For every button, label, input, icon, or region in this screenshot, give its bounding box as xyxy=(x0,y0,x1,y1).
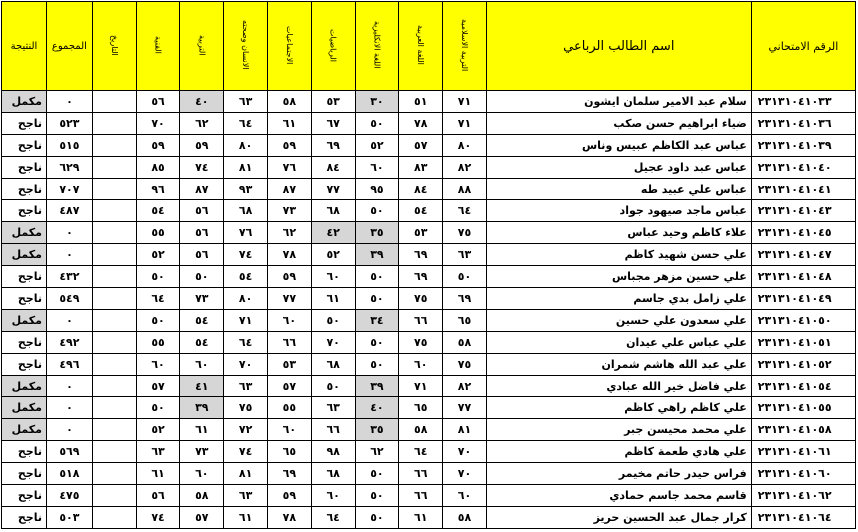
student-name-cell: عباس علي عبيد طه xyxy=(486,178,751,200)
mark-cell xyxy=(92,112,136,134)
total-cell: ٧٠٧ xyxy=(46,178,92,200)
header-subject-health: الانسان وصحته xyxy=(224,2,268,91)
student-name-cell: سلام عبد الامير سلمان ايشون xyxy=(486,91,751,113)
header-subject-islamic: التربية الاسلامية xyxy=(443,2,487,91)
mark-cell: ٧٣ xyxy=(180,288,224,310)
mark-cell: ٧٥ xyxy=(399,331,443,353)
mark-cell: ٣٠ xyxy=(355,91,399,113)
mark-cell: ٨٨ xyxy=(443,178,487,200)
mark-cell xyxy=(92,485,136,507)
mark-cell: ٦٤ xyxy=(399,441,443,463)
header-student-name: اسم الطالب الرباعي xyxy=(486,2,751,91)
mark-cell: ٥٠ xyxy=(355,331,399,353)
mark-cell: ٨١ xyxy=(224,156,268,178)
mark-cell: ٦١ xyxy=(399,506,443,528)
total-cell: ٠ xyxy=(46,397,92,419)
mark-cell: ٦٠ xyxy=(443,485,487,507)
table-row xyxy=(2,463,856,485)
mark-cell: ٦٢ xyxy=(355,441,399,463)
result-cell: ناجح xyxy=(2,134,47,156)
mark-cell: ٥٠ xyxy=(136,309,180,331)
mark-cell: ٦٨ xyxy=(224,200,268,222)
mark-cell: ٧٥ xyxy=(443,222,487,244)
mark-cell: ٨٠ xyxy=(224,134,268,156)
mark-cell xyxy=(92,463,136,485)
mark-cell: ٦٠ xyxy=(311,485,355,507)
result-cell: ناجح xyxy=(2,178,47,200)
mark-cell: ٥٠ xyxy=(355,288,399,310)
student-name-cell: علي هادي طعمة كاظم xyxy=(486,441,751,463)
total-cell: ٥١٥ xyxy=(46,134,92,156)
total-cell: ٤٣٢ xyxy=(46,266,92,288)
mark-cell: ٦١ xyxy=(311,288,355,310)
mark-cell: ٥٤ xyxy=(399,200,443,222)
mark-cell: ٥٨ xyxy=(399,419,443,441)
mark-cell: ٥٩ xyxy=(267,485,311,507)
mark-cell: ٧٦ xyxy=(267,156,311,178)
mark-cell: ٦٨ xyxy=(311,353,355,375)
table-row xyxy=(2,331,856,353)
mark-cell: ٧٠ xyxy=(443,441,487,463)
mark-cell: ٨٥ xyxy=(136,156,180,178)
exam-number-cell: ٢٣١٣١٠٤١٠٥٤ xyxy=(751,375,855,397)
mark-cell xyxy=(92,134,136,156)
mark-cell: ٦٩ xyxy=(399,244,443,266)
exam-number-cell: ٢٣١٣١٠٤١٠٤١ xyxy=(751,178,855,200)
mark-cell: ٥٤ xyxy=(224,266,268,288)
mark-cell: ٧٨ xyxy=(399,112,443,134)
exam-number-cell: ٢٣١٣١٠٤١٠٣٦ xyxy=(751,112,855,134)
student-name-cell: ضياء ابراهيم حسن صكب xyxy=(486,112,751,134)
mark-cell: ٥٠ xyxy=(355,485,399,507)
mark-cell: ٦١ xyxy=(180,419,224,441)
exam-number-cell: ٢٣١٣١٠٤١٠٥٨ xyxy=(751,419,855,441)
table-row xyxy=(2,375,856,397)
mark-cell xyxy=(92,309,136,331)
mark-cell xyxy=(92,178,136,200)
mark-cell: ٥٨ xyxy=(443,331,487,353)
mark-cell: ٨٤ xyxy=(311,156,355,178)
table-row xyxy=(2,309,856,331)
student-name-cell: كرار جمال عبد الحسين حريز xyxy=(486,506,751,528)
mark-cell: ٧٤ xyxy=(224,244,268,266)
mark-cell: ٦٥ xyxy=(443,309,487,331)
mark-cell: ٦٤ xyxy=(311,506,355,528)
mark-cell: ٦١ xyxy=(136,463,180,485)
mark-cell: ٥٦ xyxy=(180,200,224,222)
result-cell: ناجح xyxy=(2,441,47,463)
result-cell: مكمل xyxy=(2,397,47,419)
total-cell: ٥٠٣ xyxy=(46,506,92,528)
mark-cell: ٨١ xyxy=(443,419,487,441)
mark-cell: ٥٤ xyxy=(180,309,224,331)
mark-cell: ٧٠ xyxy=(311,331,355,353)
header-result: النتيجة xyxy=(2,2,47,91)
exam-number-cell: ٢٣١٣١٠٤١٠٦٤ xyxy=(751,506,855,528)
mark-cell: ٥٩ xyxy=(136,134,180,156)
mark-cell: ٦٤ xyxy=(224,112,268,134)
total-cell: ٠ xyxy=(46,309,92,331)
mark-cell: ٦٤ xyxy=(443,200,487,222)
header-exam-number: الرقم الامتحاني xyxy=(751,2,855,91)
student-name-cell: علي محمد محيسن جبر xyxy=(486,419,751,441)
table-row xyxy=(2,397,856,419)
table-row xyxy=(2,91,856,113)
mark-cell: ٦٠ xyxy=(180,463,224,485)
mark-cell: ٦٣ xyxy=(443,244,487,266)
mark-cell: ٥٠ xyxy=(355,506,399,528)
header-subject-english: اللغة الانكليزية xyxy=(355,2,399,91)
mark-cell: ٦٦ xyxy=(399,485,443,507)
mark-cell: ٥٥ xyxy=(267,397,311,419)
total-cell: ٥٢٣ xyxy=(46,112,92,134)
mark-cell: ٩٣ xyxy=(224,178,268,200)
mark-cell: ٣٥ xyxy=(355,419,399,441)
results-body xyxy=(2,91,856,529)
results-sheet xyxy=(1,1,856,529)
mark-cell: ٥٠ xyxy=(443,266,487,288)
mark-cell: ٥٢ xyxy=(136,419,180,441)
student-name-cell: علي عباس علي عيدان xyxy=(486,331,751,353)
mark-cell: ٦٠ xyxy=(311,266,355,288)
mark-cell: ٧١ xyxy=(443,91,487,113)
exam-number-cell: ٢٣١٣١٠٤١٠٤٠ xyxy=(751,156,855,178)
mark-cell: ٦٨ xyxy=(311,463,355,485)
result-cell: ناجح xyxy=(2,463,47,485)
mark-cell: ٦٧ xyxy=(311,112,355,134)
student-name-cell: فراس حيدر حاتم مخيمر xyxy=(486,463,751,485)
total-cell: ٠ xyxy=(46,91,92,113)
mark-cell: ٨٠ xyxy=(224,288,268,310)
mark-cell: ٧٤ xyxy=(224,441,268,463)
result-cell: ناجح xyxy=(2,288,47,310)
mark-cell: ٦٩ xyxy=(399,266,443,288)
mark-cell: ٧٣ xyxy=(180,441,224,463)
result-cell: مكمل xyxy=(2,309,47,331)
mark-cell: ٧١ xyxy=(443,112,487,134)
mark-cell: ٥٠ xyxy=(136,266,180,288)
exam-number-cell: ٢٣١٣١٠٤١٠٤٩ xyxy=(751,288,855,310)
student-name-cell: علي فاضل خير الله عبادي xyxy=(486,375,751,397)
exam-number-cell: ٢٣١٣١٠٤١٠٤٨ xyxy=(751,266,855,288)
mark-cell: ٨٢ xyxy=(443,375,487,397)
exam-number-cell: ٢٣١٣١٠٤١٠٣٣ xyxy=(751,91,855,113)
table-row xyxy=(2,178,856,200)
mark-cell xyxy=(92,331,136,353)
total-cell: ٤٩٦ xyxy=(46,353,92,375)
mark-cell: ٦٠ xyxy=(267,309,311,331)
result-cell: ناجح xyxy=(2,331,47,353)
mark-cell: ٦٩ xyxy=(267,463,311,485)
mark-cell xyxy=(92,91,136,113)
mark-cell xyxy=(92,375,136,397)
result-cell: مكمل xyxy=(2,419,47,441)
table-row xyxy=(2,506,856,528)
mark-cell: ٥٧ xyxy=(136,375,180,397)
table-row xyxy=(2,353,856,375)
mark-cell: ٦٩ xyxy=(311,134,355,156)
total-cell: ٥١٨ xyxy=(46,463,92,485)
mark-cell: ٦٣ xyxy=(224,485,268,507)
total-cell: ٠ xyxy=(46,419,92,441)
mark-cell: ٦٢ xyxy=(267,222,311,244)
total-cell: ٠ xyxy=(46,244,92,266)
table-row xyxy=(2,419,856,441)
exam-number-cell: ٢٣١٣١٠٤١٠٥٠ xyxy=(751,309,855,331)
mark-cell: ٥٠ xyxy=(355,266,399,288)
mark-cell: ٥٨ xyxy=(180,485,224,507)
table-row xyxy=(2,222,856,244)
mark-cell: ٧٠ xyxy=(443,463,487,485)
mark-cell: ٩٦ xyxy=(136,178,180,200)
student-name-cell: علي حسين مزهر مجباس xyxy=(486,266,751,288)
result-cell: ناجح xyxy=(2,506,47,528)
mark-cell: ٧٣ xyxy=(267,200,311,222)
result-cell: مكمل xyxy=(2,375,47,397)
header-subject-math: الرياضيات xyxy=(311,2,355,91)
table-row xyxy=(2,485,856,507)
exam-number-cell: ٢٣١٣١٠٤١٠٦٠ xyxy=(751,463,855,485)
mark-cell: ٣٤ xyxy=(355,309,399,331)
mark-cell xyxy=(92,441,136,463)
mark-cell: ٧١ xyxy=(224,309,268,331)
exam-number-cell: ٢٣١٣١٠٤١٠٤٣ xyxy=(751,200,855,222)
mark-cell: ٥٩ xyxy=(267,134,311,156)
mark-cell: ٧٨ xyxy=(267,506,311,528)
mark-cell: ٨٢ xyxy=(443,156,487,178)
student-name-cell: علي عبد الله هاشم شمران xyxy=(486,353,751,375)
mark-cell xyxy=(92,244,136,266)
total-cell: ٤٧٥ xyxy=(46,485,92,507)
mark-cell: ٥٢ xyxy=(311,244,355,266)
mark-cell xyxy=(92,397,136,419)
student-name-cell: قاسم محمد جاسم حمادي xyxy=(486,485,751,507)
mark-cell: ٧٨ xyxy=(267,244,311,266)
mark-cell: ٦٥ xyxy=(399,397,443,419)
mark-cell: ٧٤ xyxy=(180,156,224,178)
mark-cell: ٦٨ xyxy=(311,200,355,222)
exam-number-cell: ٢٣١٣١٠٤١٠٥٢ xyxy=(751,353,855,375)
mark-cell: ٦٢ xyxy=(180,112,224,134)
mark-cell: ٥٥ xyxy=(136,331,180,353)
student-name-cell: علاء كاظم وحيد عباس xyxy=(486,222,751,244)
header-subject-history: التاريخ xyxy=(92,2,136,91)
mark-cell: ٧١ xyxy=(399,375,443,397)
result-cell: ناجح xyxy=(2,200,47,222)
result-cell: مكمل xyxy=(2,222,47,244)
table-row xyxy=(2,134,856,156)
mark-cell xyxy=(92,222,136,244)
exam-number-cell: ٢٣١٣١٠٤١٠٦٢ xyxy=(751,485,855,507)
mark-cell: ٥٤ xyxy=(136,200,180,222)
mark-cell: ٥٦ xyxy=(136,485,180,507)
mark-cell: ٥٠ xyxy=(355,353,399,375)
mark-cell: ٣٥ xyxy=(355,222,399,244)
mark-cell: ٥٤ xyxy=(180,331,224,353)
exam-number-cell: ٢٣١٣١٠٤١٠٥٥ xyxy=(751,397,855,419)
mark-cell: ٦٠ xyxy=(355,156,399,178)
mark-cell: ٥٣ xyxy=(267,353,311,375)
mark-cell: ٧٥ xyxy=(399,288,443,310)
mark-cell: ٩٨ xyxy=(311,441,355,463)
header-subject-arabic: اللغة العربية xyxy=(399,2,443,91)
mark-cell: ٤٠ xyxy=(355,397,399,419)
mark-cell: ٦٥ xyxy=(267,441,311,463)
mark-cell: ٥٠ xyxy=(355,112,399,134)
mark-cell: ٨٤ xyxy=(399,178,443,200)
mark-cell: ٦٩ xyxy=(443,288,487,310)
mark-cell xyxy=(92,288,136,310)
exam-number-cell: ٢٣١٣١٠٤١٠٥١ xyxy=(751,331,855,353)
total-cell: ٥٤٩ xyxy=(46,288,92,310)
header-subject-education: التربية xyxy=(180,2,224,91)
mark-cell: ٨١ xyxy=(224,463,268,485)
mark-cell: ٥٧ xyxy=(267,375,311,397)
mark-cell: ٥٠ xyxy=(311,309,355,331)
mark-cell: ٧٠ xyxy=(136,112,180,134)
mark-cell: ٦٠ xyxy=(136,353,180,375)
mark-cell: ٨٧ xyxy=(267,178,311,200)
mark-cell: ٦٤ xyxy=(224,331,268,353)
table-row xyxy=(2,266,856,288)
mark-cell: ٤٢ xyxy=(311,222,355,244)
mark-cell: ٥٠ xyxy=(136,397,180,419)
mark-cell: ٤٠ xyxy=(180,91,224,113)
header-row xyxy=(2,2,856,91)
mark-cell: ٦٦ xyxy=(399,309,443,331)
mark-cell: ٥١ xyxy=(399,91,443,113)
result-cell: ناجح xyxy=(2,353,47,375)
mark-cell xyxy=(92,419,136,441)
result-cell: مكمل xyxy=(2,244,47,266)
mark-cell: ٧٧ xyxy=(443,397,487,419)
mark-cell xyxy=(92,353,136,375)
mark-cell: ٦١ xyxy=(267,112,311,134)
mark-cell: ٦٠ xyxy=(180,353,224,375)
total-cell: ٠ xyxy=(46,375,92,397)
mark-cell: ٨٠ xyxy=(443,134,487,156)
student-name-cell: عباس عبد داود عجيل xyxy=(486,156,751,178)
mark-cell: ٣٩ xyxy=(180,397,224,419)
mark-cell: ٥٩ xyxy=(267,266,311,288)
mark-cell: ٣٩ xyxy=(355,375,399,397)
result-cell: ناجح xyxy=(2,112,47,134)
table-row xyxy=(2,200,856,222)
total-cell: ٠ xyxy=(46,222,92,244)
mark-cell: ٥٢ xyxy=(136,244,180,266)
result-cell: ناجح xyxy=(2,485,47,507)
mark-cell: ٥٠ xyxy=(311,375,355,397)
mark-cell: ٧٤ xyxy=(136,506,180,528)
mark-cell xyxy=(92,200,136,222)
mark-cell: ٩٥ xyxy=(355,178,399,200)
student-name-cell: عباس ماجد صيهود جواد xyxy=(486,200,751,222)
mark-cell: ٦٠ xyxy=(267,419,311,441)
mark-cell xyxy=(92,266,136,288)
mark-cell: ٥٩ xyxy=(180,134,224,156)
mark-cell: ٥٦ xyxy=(180,244,224,266)
mark-cell: ٦٦ xyxy=(267,331,311,353)
mark-cell: ٥٣ xyxy=(311,91,355,113)
mark-cell: ٦٦ xyxy=(399,463,443,485)
table-row xyxy=(2,441,856,463)
total-cell: ٥٦٩ xyxy=(46,441,92,463)
exam-number-cell: ٢٣١٣١٠٤١٠٤٥ xyxy=(751,222,855,244)
table-row xyxy=(2,288,856,310)
table-row xyxy=(2,112,856,134)
mark-cell xyxy=(92,506,136,528)
mark-cell: ٥٧ xyxy=(399,134,443,156)
mark-cell: ٧٦ xyxy=(224,222,268,244)
table-row xyxy=(2,156,856,178)
result-cell: ناجح xyxy=(2,156,47,178)
mark-cell xyxy=(92,156,136,178)
mark-cell: ٣٩ xyxy=(355,244,399,266)
mark-cell: ٥٠ xyxy=(355,463,399,485)
mark-cell: ٦٤ xyxy=(136,288,180,310)
mark-cell: ٦١ xyxy=(224,506,268,528)
mark-cell: ٥٣ xyxy=(399,222,443,244)
student-name-cell: عباس عبد الكاظم عبيس وناس xyxy=(486,134,751,156)
result-cell: مكمل xyxy=(2,91,47,113)
student-name-cell: علي زامل بدي جاسم xyxy=(486,288,751,310)
mark-cell: ٧٠ xyxy=(224,353,268,375)
mark-cell: ٧٥ xyxy=(224,397,268,419)
mark-cell: ٥٨ xyxy=(267,91,311,113)
exam-number-cell: ٢٣١٣١٠٤١٠٤٧ xyxy=(751,244,855,266)
mark-cell: ٥٥ xyxy=(136,222,180,244)
mark-cell: ٥٢ xyxy=(355,134,399,156)
results-table xyxy=(1,1,856,529)
mark-cell: ٦٣ xyxy=(136,441,180,463)
mark-cell: ٥٦ xyxy=(180,222,224,244)
mark-cell: ٥٦ xyxy=(136,91,180,113)
mark-cell: ٦٣ xyxy=(224,91,268,113)
mark-cell: ٤١ xyxy=(180,375,224,397)
mark-cell: ٥٧ xyxy=(180,506,224,528)
student-name-cell: علي حسن شهيد كاظم xyxy=(486,244,751,266)
student-name-cell: علي كاظم راهي كاظم xyxy=(486,397,751,419)
total-cell: ٤٨٧ xyxy=(46,200,92,222)
mark-cell: ٧٢ xyxy=(224,419,268,441)
result-cell: ناجح xyxy=(2,266,47,288)
mark-cell: ٦٣ xyxy=(311,397,355,419)
mark-cell: ٥٨ xyxy=(443,506,487,528)
header-subject-social: الاجتماعيات xyxy=(267,2,311,91)
exam-number-cell: ٢٣١٣١٠٤١٠٣٩ xyxy=(751,134,855,156)
mark-cell: ٦٠ xyxy=(399,353,443,375)
mark-cell: ٧٧ xyxy=(311,178,355,200)
student-name-cell: علي سعدون علي حسين xyxy=(486,309,751,331)
mark-cell: ٧٧ xyxy=(267,288,311,310)
total-cell: ٤٩٢ xyxy=(46,331,92,353)
mark-cell: ٧٥ xyxy=(443,353,487,375)
mark-cell: ٨٣ xyxy=(399,156,443,178)
mark-cell: ٥٠ xyxy=(180,266,224,288)
mark-cell: ٨٧ xyxy=(180,178,224,200)
header-subject-art: الفنية xyxy=(136,2,180,91)
exam-number-cell: ٢٣١٣١٠٤١٠٦١ xyxy=(751,441,855,463)
header-total: المجموع xyxy=(46,2,92,91)
mark-cell: ٥٠ xyxy=(355,200,399,222)
mark-cell: ٦٦ xyxy=(311,419,355,441)
total-cell: ٦٢٩ xyxy=(46,156,92,178)
mark-cell: ٦٣ xyxy=(224,375,268,397)
table-row xyxy=(2,244,856,266)
